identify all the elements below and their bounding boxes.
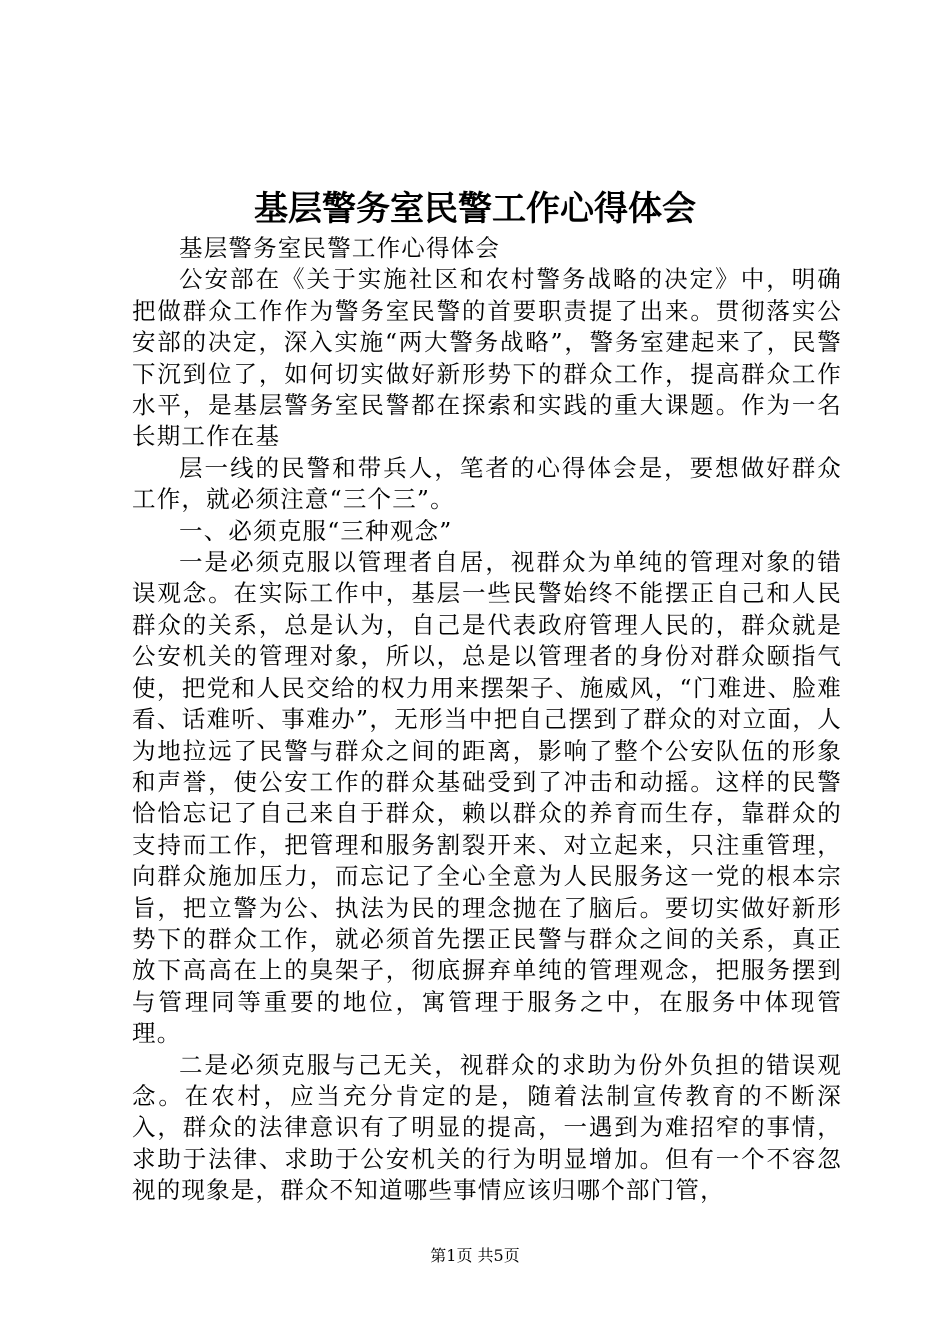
paragraph-intro: 公安部在《关于实施社区和农村警务战略的决定》中，明确把做群众工作作为警务室民警的首要职责提了出来。贯彻落实公安部的决定，深入实施“两大警务战略”，警务室建起来了，民警下沉到位了，如何切实做好新形势下的群众工作，提高群众工作水平，是基层警务室民警都在探索和实践的重大课题。作为一名长期工作在基 xyxy=(132,265,842,451)
paragraph-point-one: 一是必须克服以管理者自居，视群众为单纯的管理对象的错误观念。在实际工作中，基层一些民警始终不能摆正自己和人民群众的关系，总是认为，自己是代表政府管理人民的，群众就是公安机关的管理对象，所以，总是以管理者的身份对群众颐指气使，把党和人民交给的权力用来摆架子、施威风，“门难进、脸难看、话难听、事难办”，无形当中把自己摆到了群众的对立面，人为地拉远了民警与群众之间的距离，影响了整个公安队伍的形象和声誉，使公安工作的群众基础受到了冲击和动摇。这样的民警恰恰忘记了自己来自于群众，赖以群众的养育而生存，靠群众的支持而工作，把管理和服务割裂开来、对立起来，只注重管理，向群众施加压力，而忘记了全心全意为人民服务这一党的根本宗旨，把立警为公、执法为民的理念抛在了脑后。要切实做好新形势下的群众工作，就必须首先摆正民警与群众之间的关系，真正放下高高在上的臭架子，彻底摒弃单纯的管理观念，把服务摆到与管理同等重要的地位，寓管理于服务之中，在服务中体现管理。 xyxy=(132,548,842,1048)
paragraph-subtitle: 基层警务室民警工作心得体会 xyxy=(179,234,501,262)
document-title: 基层警务室民警工作心得体会 xyxy=(254,189,696,229)
page-footer: 第1页 共5页 xyxy=(430,1246,520,1265)
section-heading: 一、必须克服“三种观念” xyxy=(179,516,453,545)
paragraph-continuation: 层一线的民警和带兵人，笔者的心得体会是，要想做好群众工作，就必须注意“三个三”。 xyxy=(132,453,842,514)
paragraph-point-two: 二是必须克服与己无关，视群众的求助为份外负担的错误观念。在农村，应当充分肯定的是，随着法制宣传教育的不断深入，群众的法律意识有了明显的提高，一遇到为难招窄的事情，求助于法律、求助于公安机关的行为明显增加。但有一个不容忽视的现象是，群众不知道哪些事情应该归哪个部门管， xyxy=(132,1050,842,1205)
document-body xyxy=(132,233,842,1207)
